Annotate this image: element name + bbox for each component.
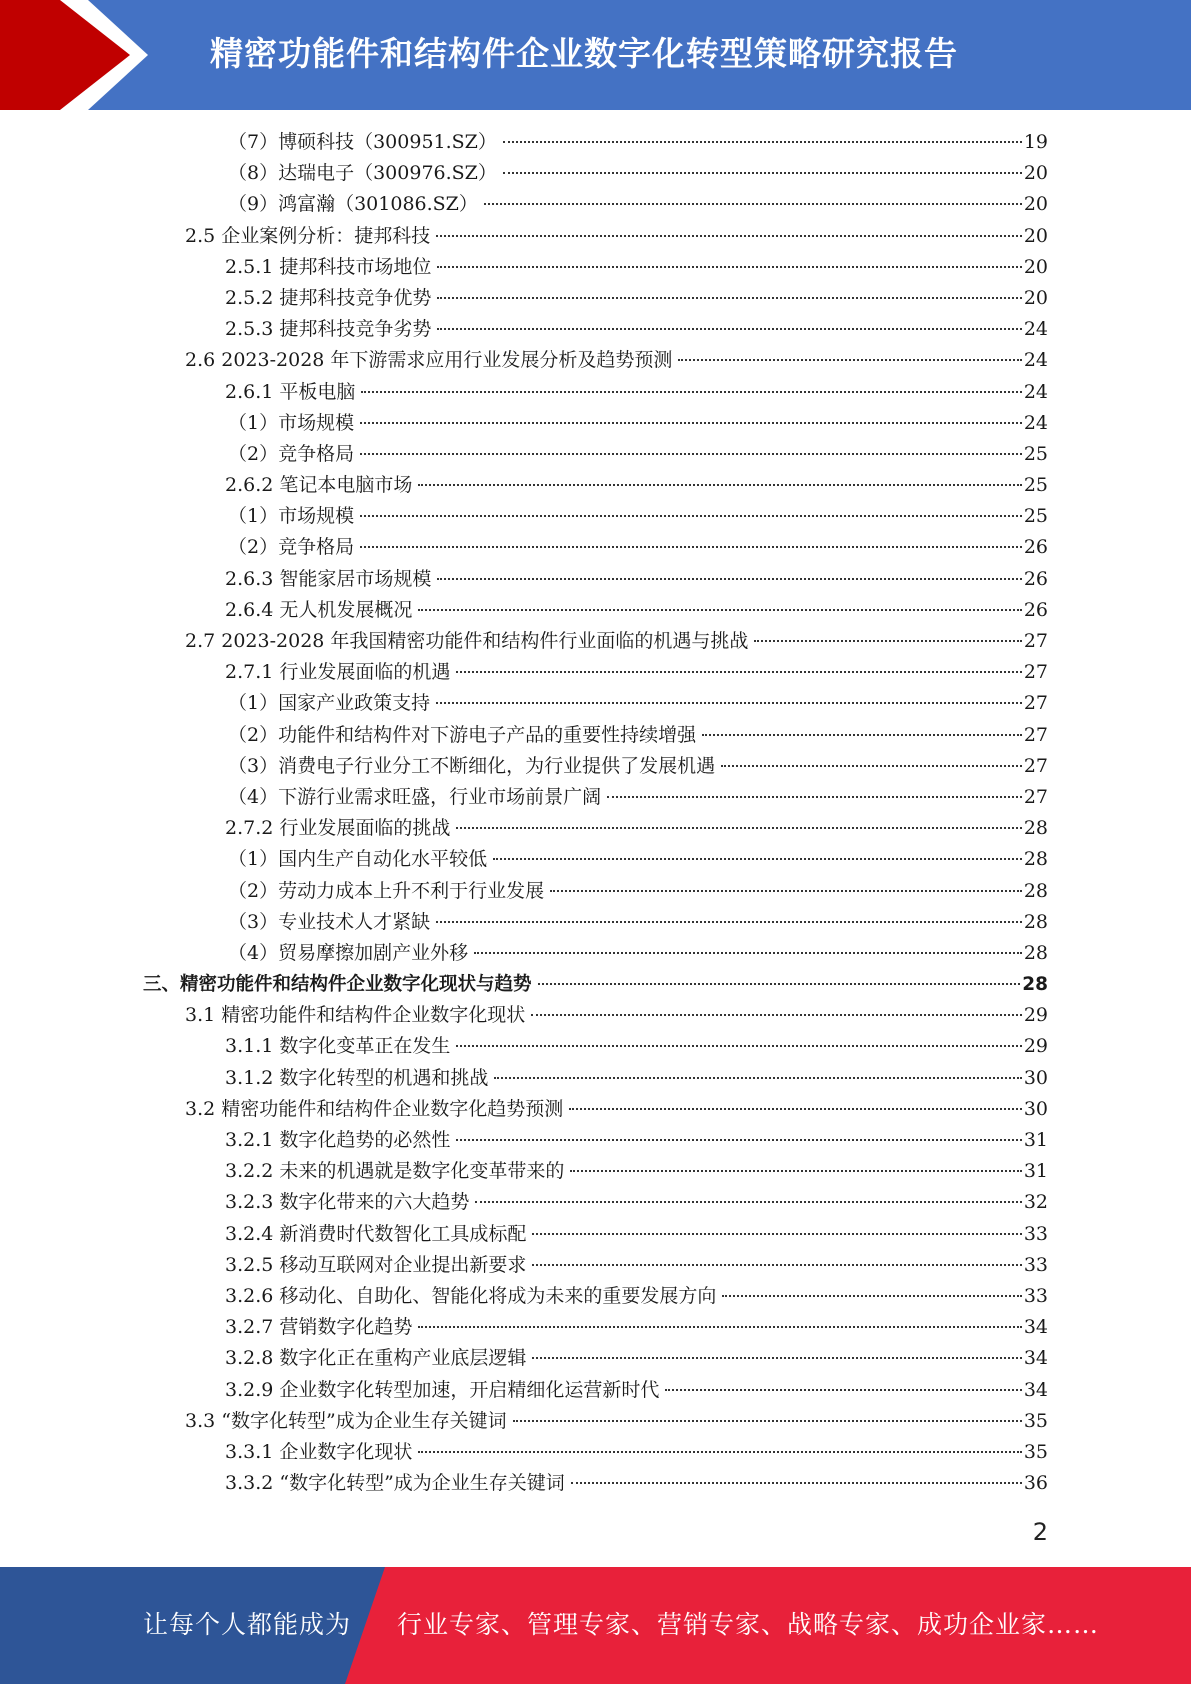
- toc-dot-leader: [361, 391, 1021, 393]
- toc-dot-leader: [456, 1139, 1021, 1141]
- toc-entry-title: （1）国家产业政策支持: [228, 692, 431, 715]
- toc-entry[interactable]: [0, 1031, 1048, 1062]
- toc-entry-page: 24: [1023, 318, 1048, 341]
- toc-entry-title: 3.2.8 数字化正在重构产业底层逻辑: [225, 1347, 527, 1370]
- toc-entry[interactable]: [0, 657, 1048, 688]
- toc-entry[interactable]: [0, 844, 1048, 875]
- toc-entry[interactable]: [0, 158, 1048, 189]
- toc-dot-leader: [360, 422, 1022, 424]
- toc-entry[interactable]: [0, 595, 1048, 626]
- toc-entry-page: 35: [1023, 1440, 1048, 1463]
- toc-entry[interactable]: [0, 439, 1048, 470]
- toc-entry-page: 20: [1023, 286, 1048, 309]
- toc-entry-title: 3.2.3 数字化带来的六大趋势: [225, 1191, 470, 1214]
- toc-dot-leader: [360, 546, 1022, 548]
- toc-entry-page: 31: [1023, 1160, 1048, 1183]
- toc-entry[interactable]: [0, 751, 1048, 782]
- toc-entry[interactable]: [0, 1000, 1048, 1031]
- toc-entry-title: （9）鸿富瀚（301086.SZ）: [228, 193, 478, 216]
- toc-entry[interactable]: [0, 813, 1048, 844]
- toc-dot-leader: [513, 1420, 1022, 1422]
- footer-slogan-right: 行业专家、管理专家、营销专家、战略专家、成功企业家……: [397, 1610, 1100, 1639]
- toc-dot-leader: [437, 297, 1021, 299]
- footer-banner: [0, 1567, 1191, 1684]
- footer-slogan-left: 让每个人都能成为: [143, 1610, 352, 1639]
- toc-entry[interactable]: [0, 345, 1048, 376]
- toc-entry-title: 3.1.2 数字化转型的机遇和挑战: [225, 1066, 489, 1089]
- toc-entry-page: 27: [1023, 785, 1048, 808]
- toc-entry-page: 19: [1023, 131, 1048, 153]
- toc-entry-title: 2.5 企业案例分析：捷邦科技: [185, 224, 431, 247]
- toc-entry-title: （3）消费电子行业分工不断细化，为行业提供了发展机遇: [228, 754, 716, 777]
- toc-entry-title: （1）市场规模: [228, 505, 355, 528]
- toc-dot-leader: [436, 235, 1022, 237]
- toc-dot-leader: [532, 1264, 1021, 1266]
- toc-dot-leader: [532, 1233, 1021, 1235]
- toc-entry-page: 33: [1023, 1253, 1048, 1276]
- toc-entry-title: 2.5.1 捷邦科技市场地位: [225, 255, 432, 278]
- toc-entry-title: （4）贸易摩擦加剧产业外移: [228, 941, 469, 964]
- toc-dot-leader: [484, 203, 1022, 205]
- toc-entry-page: 29: [1023, 1004, 1048, 1027]
- toc-dot-leader: [531, 1014, 1022, 1016]
- toc-dot-leader: [456, 671, 1021, 673]
- toc-entry-page: 30: [1023, 1097, 1048, 1120]
- toc-entry[interactable]: [0, 1125, 1048, 1156]
- toc-entry-title: 2.7.2 行业发展面临的挑战: [225, 817, 451, 840]
- toc-entry-title: （1）市场规模: [228, 411, 355, 434]
- toc-entry-title: 3.3.2 “数字化转型”成为企业生存关键词: [225, 1472, 565, 1495]
- toc-entry-title: 2.6.4 无人机发展概况: [225, 598, 413, 621]
- toc-entry[interactable]: [0, 720, 1048, 751]
- toc-dot-leader: [418, 609, 1021, 611]
- toc-entry[interactable]: [0, 1406, 1048, 1437]
- toc-dot-leader: [437, 266, 1021, 268]
- toc-entry[interactable]: [0, 1250, 1048, 1281]
- toc-entry[interactable]: [0, 221, 1048, 252]
- toc-entry[interactable]: [0, 626, 1048, 657]
- toc-entry-title: 2.5.2 捷邦科技竞争优势: [225, 286, 432, 309]
- toc-entry-page: 27: [1023, 630, 1048, 652]
- toc-dot-leader: [702, 734, 1022, 736]
- toc-entry-page: 27: [1023, 692, 1048, 715]
- toc-entry-page: 24: [1023, 380, 1048, 403]
- toc-entry-title: 3.2.1 数字化趋势的必然性: [225, 1129, 451, 1151]
- header-banner: [0, 0, 1191, 110]
- toc-dot-leader: [665, 1389, 1021, 1391]
- toc-entry-page: 27: [1023, 723, 1048, 746]
- toc-entry[interactable]: [0, 470, 1048, 501]
- toc-entry-title: （4）下游行业需求旺盛，行业市场前景广阔: [228, 785, 602, 808]
- toc-entry-page: 20: [1023, 193, 1048, 216]
- toc-entry-title: 三、精密功能件和结构件企业数字化现状与趋势: [143, 974, 532, 996]
- toc-entry[interactable]: [0, 1219, 1048, 1250]
- toc-entry-title: （2）劳动力成本上升不利于行业发展: [228, 879, 545, 902]
- toc-dot-leader: [437, 578, 1021, 580]
- toc-dot-leader: [493, 858, 1022, 860]
- toc-entry-page: 25: [1023, 474, 1048, 497]
- toc-dot-leader: [360, 453, 1022, 455]
- toc-dot-leader: [494, 1077, 1021, 1079]
- toc-entry[interactable]: [0, 377, 1048, 408]
- toc-entry-page: 29: [1023, 1035, 1048, 1058]
- toc-dot-leader: [721, 765, 1022, 767]
- toc-entry[interactable]: [0, 1312, 1048, 1343]
- toc-entry[interactable]: [0, 1343, 1048, 1374]
- toc-entry-title: 3.3.1 企业数字化现状: [225, 1440, 413, 1463]
- toc-entry-title: 3.1.1 数字化变革正在发生: [225, 1035, 451, 1058]
- toc-entry[interactable]: [0, 969, 1048, 1000]
- toc-entry-title: 2.7.1 行业发展面临的机遇: [225, 661, 451, 684]
- toc-entry-page: 26: [1023, 536, 1048, 559]
- toc-dot-leader: [754, 640, 1021, 642]
- toc-entry-page: 32: [1023, 1191, 1048, 1214]
- toc-entry[interactable]: [0, 532, 1048, 563]
- toc-entry-title: （3）专业技术人才紧缺: [228, 910, 431, 933]
- toc-dot-leader: [722, 1295, 1021, 1297]
- toc-dot-leader: [418, 1326, 1021, 1328]
- toc-entry[interactable]: [0, 564, 1048, 595]
- toc-entry-title: （2）功能件和结构件对下游电子产品的重要性持续增强: [228, 723, 697, 746]
- toc-dot-leader: [436, 921, 1022, 923]
- toc-entry-page: 30: [1023, 1066, 1048, 1089]
- toc-entry-title: （8）达瑞电子（300976.SZ）: [228, 162, 497, 185]
- toc-dot-leader: [607, 796, 1022, 798]
- toc-entry-title: 2.6.2 笔记本电脑市场: [225, 474, 413, 497]
- toc-entry-title: 2.6.1 平板电脑: [225, 380, 356, 403]
- toc-dot-leader: [360, 515, 1022, 517]
- toc-entry-title: 2.5.3 捷邦科技竞争劣势: [225, 318, 432, 341]
- toc-entry[interactable]: [0, 252, 1048, 283]
- toc-entry[interactable]: [0, 189, 1048, 220]
- toc-entry[interactable]: [0, 1063, 1048, 1094]
- toc-dot-leader: [678, 359, 1021, 361]
- toc-entry-page: 35: [1023, 1409, 1048, 1432]
- toc-dot-leader: [569, 1108, 1022, 1110]
- toc-entry-title: 2.7 2023-2028 年我国精密功能件和结构件行业面临的机遇与挑战: [185, 630, 749, 652]
- toc-entry[interactable]: [0, 314, 1048, 345]
- toc-entry-page: 34: [1023, 1378, 1048, 1401]
- toc-entry[interactable]: [0, 501, 1048, 532]
- toc-entry-title: （7）博硕科技（300951.SZ）: [228, 131, 497, 153]
- toc-dot-leader: [418, 484, 1021, 486]
- toc-dot-leader: [503, 141, 1022, 143]
- toc-entry[interactable]: [0, 1094, 1048, 1125]
- toc-dot-leader: [436, 702, 1022, 704]
- toc-entry-title: 3.2.4 新消费时代数智化工具成标配: [225, 1222, 527, 1245]
- toc-entry[interactable]: [0, 1468, 1048, 1499]
- toc-entry-title: 2.6 2023-2028 年下游需求应用行业发展分析及趋势预测: [185, 349, 673, 372]
- toc-entry-title: 3.1 精密功能件和结构件企业数字化现状: [185, 1004, 526, 1027]
- toc-entry-page: 27: [1023, 754, 1048, 777]
- toc-dot-leader: [456, 1045, 1021, 1047]
- toc-entry[interactable]: [0, 907, 1048, 938]
- toc-entry-page: 28: [1023, 817, 1048, 840]
- toc-entry-title: 3.2 精密功能件和结构件企业数字化趋势预测: [185, 1097, 564, 1120]
- toc-entry-page: 24: [1023, 411, 1048, 434]
- toc-entry-page: 27: [1023, 661, 1048, 684]
- toc-entry-page: 25: [1023, 505, 1048, 528]
- toc-entry[interactable]: [0, 1281, 1048, 1312]
- toc-entry[interactable]: [0, 782, 1048, 813]
- toc-entry-title: 3.2.5 移动互联网对企业提出新要求: [225, 1253, 527, 1276]
- toc-entry-page: 26: [1023, 567, 1048, 590]
- toc-entry-page: 28: [1022, 974, 1048, 996]
- toc-dot-leader: [538, 983, 1021, 985]
- toc-entry[interactable]: [0, 688, 1048, 719]
- toc-entry-page: 28: [1023, 879, 1048, 902]
- toc-entry[interactable]: [0, 1187, 1048, 1218]
- toc-entry[interactable]: [0, 127, 1048, 158]
- toc-entry[interactable]: [0, 283, 1048, 314]
- toc-dot-leader: [571, 1482, 1022, 1484]
- toc-entry-page: 34: [1023, 1347, 1048, 1370]
- toc-dot-leader: [474, 952, 1022, 954]
- toc-entry-page: 28: [1023, 848, 1048, 871]
- table-of-contents: [0, 127, 1191, 1499]
- toc-entry-page: 26: [1023, 598, 1048, 621]
- toc-entry-page: 20: [1023, 162, 1048, 185]
- toc-entry-title: 3.3 “数字化转型”成为企业生存关键词: [185, 1409, 507, 1432]
- toc-entry-page: 31: [1023, 1129, 1048, 1151]
- toc-entry-page: 33: [1023, 1284, 1048, 1307]
- toc-entry-title: （2）竞争格局: [228, 442, 355, 465]
- toc-entry-page: 28: [1023, 941, 1048, 964]
- toc-entry[interactable]: [0, 1156, 1048, 1187]
- toc-entry-title: 3.2.7 营销数字化趋势: [225, 1316, 413, 1339]
- toc-entry-title: 2.6.3 智能家居市场规模: [225, 567, 432, 590]
- toc-dot-leader: [418, 1451, 1021, 1453]
- toc-dot-leader: [437, 328, 1021, 330]
- toc-dot-leader: [475, 1201, 1021, 1203]
- toc-entry-page: 34: [1023, 1316, 1048, 1339]
- toc-entry[interactable]: [0, 938, 1048, 969]
- toc-entry[interactable]: [0, 1437, 1048, 1468]
- toc-entry-title: 3.2.6 移动化、自助化、智能化将成为未来的重要发展方向: [225, 1284, 717, 1307]
- toc-dot-leader: [532, 1357, 1021, 1359]
- toc-dot-leader: [570, 1170, 1021, 1172]
- toc-entry-title: （2）竞争格局: [228, 536, 355, 559]
- toc-entry-page: 24: [1023, 349, 1048, 372]
- toc-entry-page: 36: [1023, 1472, 1048, 1495]
- toc-dot-leader: [503, 172, 1022, 174]
- toc-entry-title: （1）国内生产自动化水平较低: [228, 848, 488, 871]
- toc-entry-page: 28: [1023, 910, 1048, 933]
- toc-entry-page: 25: [1023, 442, 1048, 465]
- toc-entry-title: 3.2.9 企业数字化转型加速，开启精细化运营新时代: [225, 1378, 660, 1401]
- toc-entry[interactable]: [0, 408, 1048, 439]
- toc-entry[interactable]: [0, 1375, 1048, 1406]
- toc-entry-title: 3.2.2 未来的机遇就是数字化变革带来的: [225, 1160, 565, 1183]
- toc-entry-page: 20: [1023, 255, 1048, 278]
- report-title: 精密功能件和结构件企业数字化转型策略研究报告: [210, 34, 958, 73]
- toc-entry[interactable]: [0, 876, 1048, 907]
- toc-entry-page: 33: [1023, 1222, 1048, 1245]
- toc-dot-leader: [550, 890, 1022, 892]
- toc-entry-page: 20: [1023, 224, 1048, 247]
- page-number: 2: [1032, 1518, 1048, 1546]
- toc-dot-leader: [456, 827, 1021, 829]
